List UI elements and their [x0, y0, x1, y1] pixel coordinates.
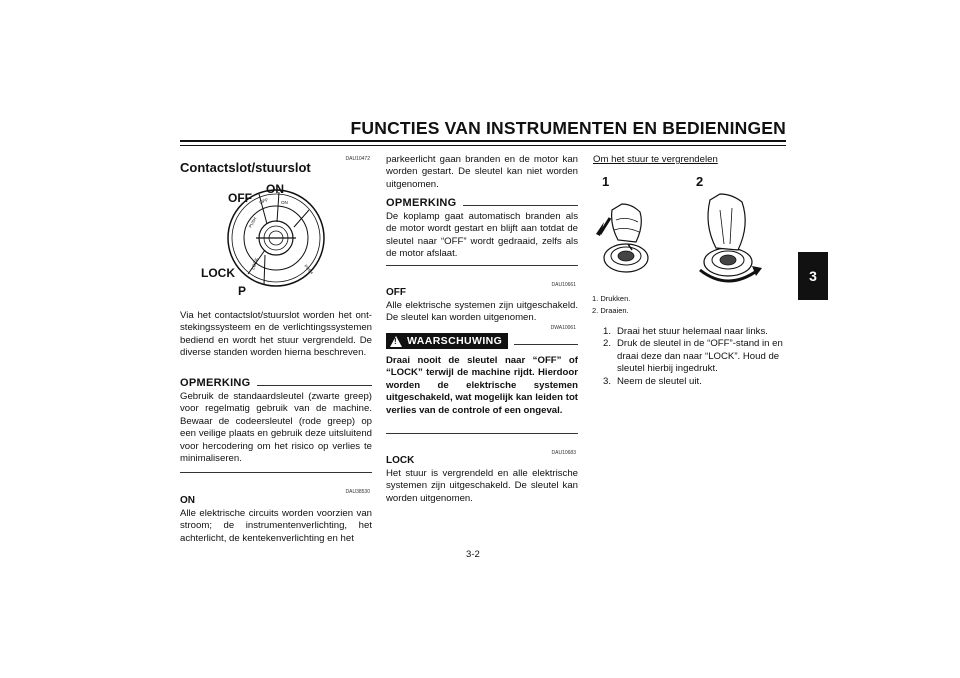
- page-header-title: FUNCTIES VAN INSTRUMENTEN EN BEDIENINGEN: [350, 118, 786, 138]
- svg-text:ON: ON: [281, 200, 288, 205]
- note-heading: [386, 197, 578, 209]
- figure-caption-1: 1. Drukken.: [592, 294, 631, 303]
- subsection-title: Om het stuur te vergrendelen: [593, 154, 718, 165]
- warning-rule: [514, 344, 578, 345]
- note-paragraph: De koplamp gaat automatisch branden als de motor wordt gestart en blijft aan totdat de sleutel naar “OFF” wordt gedraaid, zelfs als de motor afslaat.: [386, 211, 578, 260]
- list-item: 2. Druk de sleutel in de “OFF”-stand in en draai deze dan naar “LOCK”. Houd de sleutel hierbij ingedrukt.: [603, 338, 783, 375]
- note-heading: [180, 377, 372, 389]
- key-switch-illustration: [196, 180, 356, 298]
- ref-code: DAU10683: [551, 450, 576, 456]
- ref-code: DWA10061: [550, 325, 576, 331]
- note-end-rule: [386, 265, 578, 266]
- list-item: 3. Neem de sleutel uit.: [603, 375, 702, 387]
- section-title: Contactslot/stuurslot: [180, 160, 311, 175]
- svg-text:PUSH: PUSH: [303, 263, 315, 276]
- figure-label-2: 2: [696, 174, 704, 189]
- warning-icon: !: [390, 336, 402, 347]
- figure-label-1: 1: [602, 174, 610, 189]
- on-heading: ON: [180, 495, 195, 506]
- warning-end-rule: [386, 433, 578, 434]
- svg-text:LOCK: LOCK: [250, 257, 260, 271]
- intro-paragraph: Via het contactslot/stuurslot worden het ontstekingssysteem en de verlichtingssystemen bediend en wordt het stuur vergrendeld. De diverse standen worden hierna beschreven.: [180, 310, 372, 359]
- ref-code: DAU10661: [551, 282, 576, 288]
- note-rule: [257, 385, 372, 386]
- off-heading: OFF: [386, 287, 406, 298]
- header-rule: [180, 140, 786, 142]
- warning-badge: [386, 333, 508, 349]
- continued-paragraph: parkeerlicht gaan branden en de motor kan worden gestart. De sleutel kan niet worden uitgenomen.: [386, 154, 578, 190]
- steering-lock-illustration: [592, 170, 780, 292]
- diagram-label-off: OFF: [228, 191, 252, 205]
- warning-heading: [386, 333, 578, 349]
- note-title: OPMERKING: [180, 377, 251, 389]
- note-paragraph: Gebruik de standaardsleutel (zwarte greep) voor regelmatig gebruik van de machine. Bewaar de codeersleutel (rode greep) op een veilige plaats en gebruik deze uitsluitend voor hercodering om het risico op verlies te minimaliseren.: [180, 391, 372, 465]
- header-rule-thin: [180, 145, 786, 146]
- note-end-rule: [180, 472, 372, 473]
- ref-code: DAU10472: [345, 156, 370, 162]
- lock-paragraph: Het stuur is vergrendeld en alle elektrische systemen zijn uitgeschakeld. De sleutel kan worden uitgenomen.: [386, 468, 578, 504]
- off-paragraph: Alle elektrische systemen zijn uitgeschakeld. De sleutel kan worden uitgenomen.: [386, 300, 578, 324]
- page-number: 3-2: [466, 549, 480, 560]
- on-paragraph: Alle elektrische circuits worden voorzien van stroom; de instrumentenverlichting, het achterlicht, de kentekenverlichting en het: [180, 508, 372, 544]
- steps-list: [603, 326, 783, 388]
- svg-text:OFF: OFF: [258, 197, 269, 205]
- diagram-label-p: P: [238, 284, 247, 298]
- diagram-label-lock: LOCK: [201, 266, 235, 280]
- figure-caption-2: 2. Draaien.: [592, 306, 629, 315]
- note-rule: [463, 205, 578, 206]
- diagram-label-on: ON: [266, 182, 284, 196]
- key-switch-diagram: [196, 180, 356, 298]
- ref-code: DAU38530: [345, 489, 370, 495]
- warning-paragraph: Draai nooit de sleutel naar “OFF” of “LOCK” terwijl de machine rijdt. Hierdoor worden de elektrische systemen uitgeschakeld, wat mogelijk kan leiden tot verlies van de controle of een ongeval.: [386, 355, 578, 416]
- warning-label: WAARSCHUWING: [407, 335, 503, 347]
- list-item: 1. Draai het stuur helemaal naar links.: [603, 326, 768, 337]
- lock-heading: LOCK: [386, 455, 415, 466]
- note-title: OPMERKING: [386, 197, 457, 209]
- svg-text:PUSH: PUSH: [247, 216, 258, 229]
- chapter-tab: 3: [798, 252, 828, 300]
- steering-lock-figure: [592, 170, 780, 292]
